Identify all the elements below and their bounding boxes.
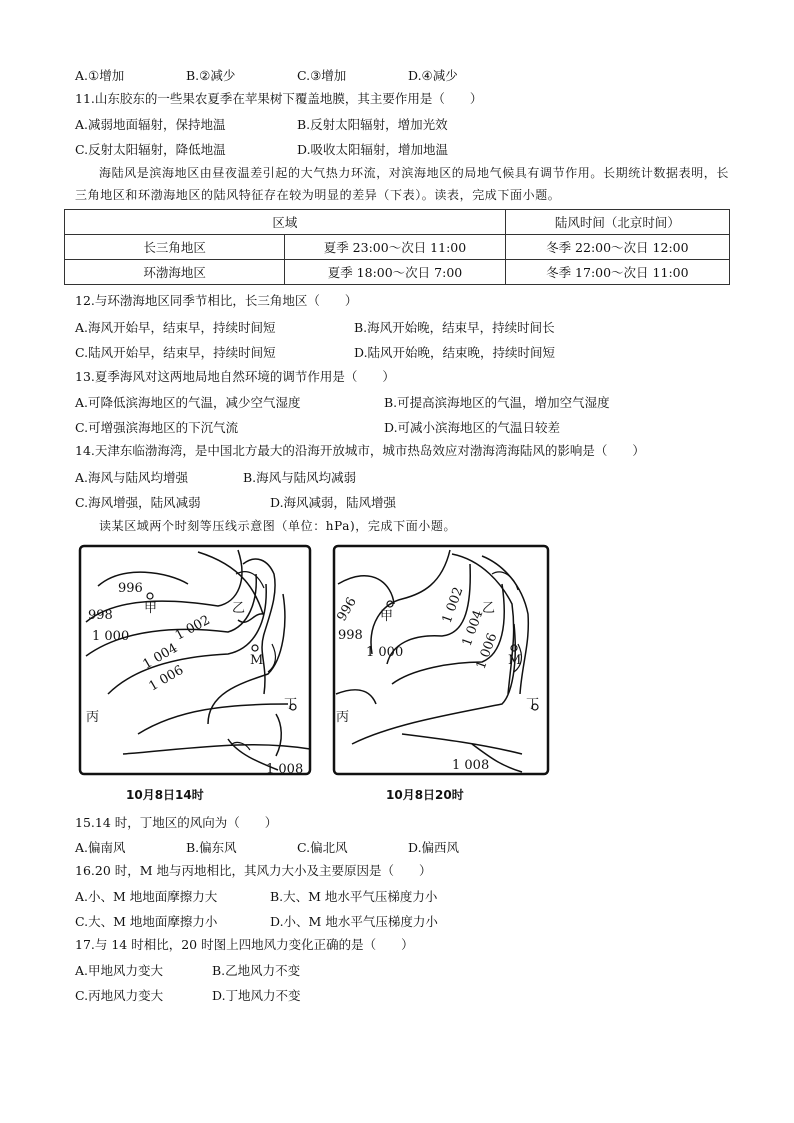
q10-option-b: B.②减少 — [186, 68, 236, 83]
table-row — [65, 235, 730, 260]
table-cell-summer: 夏季 18:00～次日 7:00 — [285, 260, 505, 285]
q12-option-b: B.海风开始晚，结束早，持续时间长 — [354, 320, 555, 335]
table-cell-region: 长三角地区 — [65, 235, 285, 260]
q17-option-d: D.丁地风力不变 — [212, 988, 301, 1003]
q13-option-d: D.可减小滨海地区的气温日较差 — [384, 420, 561, 435]
q17-option-a: A.甲地风力变大 — [75, 963, 164, 978]
label-1004: 1 004 — [459, 608, 487, 649]
label-1006: 1 006 — [146, 662, 187, 695]
map-caption-14h: 10月8日14时 — [126, 788, 204, 802]
q11-stem: 11.山东胶东的一些果农夏季在苹果树下覆盖地膜，其主要作用是（ ） — [75, 91, 483, 106]
label-1006: 1 006 — [473, 631, 501, 672]
label-996: 996 — [334, 594, 360, 624]
q11-option-a: A.减弱地面辐射，保持地温 — [75, 117, 226, 132]
q14-option-b: B.海风与陆风均减弱 — [243, 470, 357, 485]
q12-option-c: C.陆风开始早，结束早，持续时间短 — [75, 345, 276, 360]
q16-option-c: C.大、M 地地面摩擦力小 — [75, 914, 218, 929]
table-cell-summer: 夏季 23:00～次日 11:00 — [285, 235, 505, 260]
label-m: M — [508, 653, 522, 668]
q14-option-c: C.海风增强，陆风减弱 — [75, 495, 201, 510]
label-ding: 丁 — [526, 697, 540, 712]
table-cell-winter: 冬季 22:00～次日 12:00 — [505, 235, 729, 260]
label-998: 998 — [338, 628, 363, 643]
q14-stem: 14.天津东临渤海湾，是中国北方最大的沿海开放城市，城市热岛效应对渤海湾海陆风的影响是（ ） — [75, 443, 645, 458]
table-cell-winter: 冬季 17:00～次日 11:00 — [505, 260, 729, 285]
q11-option-b: B.反射太阳辐射，增加光效 — [297, 117, 448, 132]
label-1008: 1 008 — [266, 762, 304, 776]
passage-sea-land-breeze: 海陆风是滨海地区由昼夜温差引起的大气热力环流，对滨海地区的局地气候具有调节作用。长期统计数据表明，长三角地区和环渤海地区的陆风特征存在较为明显的差异（下表）。读表，完成下面小题。 — [75, 166, 730, 202]
q15-stem: 15.14 时，丁地区的风向为（ ） — [75, 815, 278, 830]
label-996: 996 — [118, 581, 143, 596]
label-yi: 乙 — [232, 601, 246, 616]
label-1004: 1 004 — [140, 640, 181, 673]
label-998: 998 — [88, 608, 113, 623]
q15-option-c: C.偏北风 — [297, 840, 348, 855]
label-jia: 甲 — [144, 601, 158, 616]
q16-option-d: D.小、M 地水平气压梯度力小 — [270, 914, 438, 929]
q13-option-c: C.可增强滨海地区的下沉气流 — [75, 420, 239, 435]
label-yi: 乙 — [482, 601, 496, 616]
q15-option-b: B.偏东风 — [186, 840, 237, 855]
q12-stem: 12.与环渤海地区同季节相比，长三角地区（ ） — [75, 293, 358, 308]
q17-option-c: C.丙地风力变大 — [75, 988, 164, 1003]
land-breeze-table — [64, 209, 730, 285]
table-header-region: 区域 — [65, 210, 506, 235]
table-row — [65, 260, 730, 285]
q16-option-a: A.小、M 地地面摩擦力大 — [75, 889, 218, 904]
passage-isobar-maps: 读某区域两个时刻等压线示意图（单位：hPa)，完成下面小题。 — [99, 519, 457, 533]
q14-option-d: D.海风减弱，陆风增强 — [270, 495, 397, 510]
map-caption-20h: 10月8日20时 — [386, 788, 464, 802]
label-1002: 1 002 — [439, 585, 467, 626]
label-bing: 丙 — [336, 710, 350, 725]
table-cell-region: 环渤海地区 — [65, 260, 285, 285]
q12-option-a: A.海风开始早，结束早，持续时间短 — [75, 320, 276, 335]
label-1008: 1 008 — [452, 758, 490, 773]
q14-option-a: A.海风与陆风均增强 — [75, 470, 189, 485]
label-ding: 丁 — [284, 697, 298, 712]
q11-option-c: C.反射太阳辐射，降低地温 — [75, 142, 226, 157]
label-jia: 甲 — [380, 609, 394, 624]
label-1002: 1 002 — [172, 612, 213, 644]
q15-option-d: D.偏西风 — [408, 840, 460, 855]
label-bing: 丙 — [86, 710, 100, 725]
q15-option-a: A.偏南风 — [75, 840, 126, 855]
q16-option-b: B.大、M 地水平气压梯度力小 — [270, 889, 438, 904]
q13-option-a: A.可降低滨海地区的气温，减少空气湿度 — [75, 395, 301, 410]
q10-option-c: C.③增加 — [297, 68, 347, 83]
q17-option-b: B.乙地风力不变 — [212, 963, 301, 978]
q10-option-a: A.①增加 — [75, 68, 125, 83]
q11-option-d: D.吸收太阳辐射，增加地温 — [297, 142, 449, 157]
isobar-maps — [78, 542, 558, 812]
q10-option-d: D.④减少 — [408, 68, 458, 83]
q12-option-d: D.陆风开始晚，结束晚，持续时间短 — [354, 345, 556, 360]
label-m: M — [250, 653, 264, 668]
table-header-time: 陆风时间（北京时间） — [505, 210, 729, 235]
q17-stem: 17.与 14 时相比，20 时图上四地风力变化正确的是（ ） — [75, 937, 414, 952]
isobar-map-14h — [78, 544, 312, 776]
q16-stem: 16.20 时，M 地与丙地相比，其风力大小及主要原因是（ ） — [75, 863, 432, 878]
isobar-map-20h — [332, 544, 550, 776]
label-1000: 1 000 — [92, 629, 130, 644]
q13-stem: 13.夏季海风对这两地局地自然环境的调节作用是（ ） — [75, 369, 395, 384]
q13-option-b: B.可提高滨海地区的气温，增加空气湿度 — [384, 395, 610, 410]
label-1000: 1 000 — [366, 645, 404, 660]
